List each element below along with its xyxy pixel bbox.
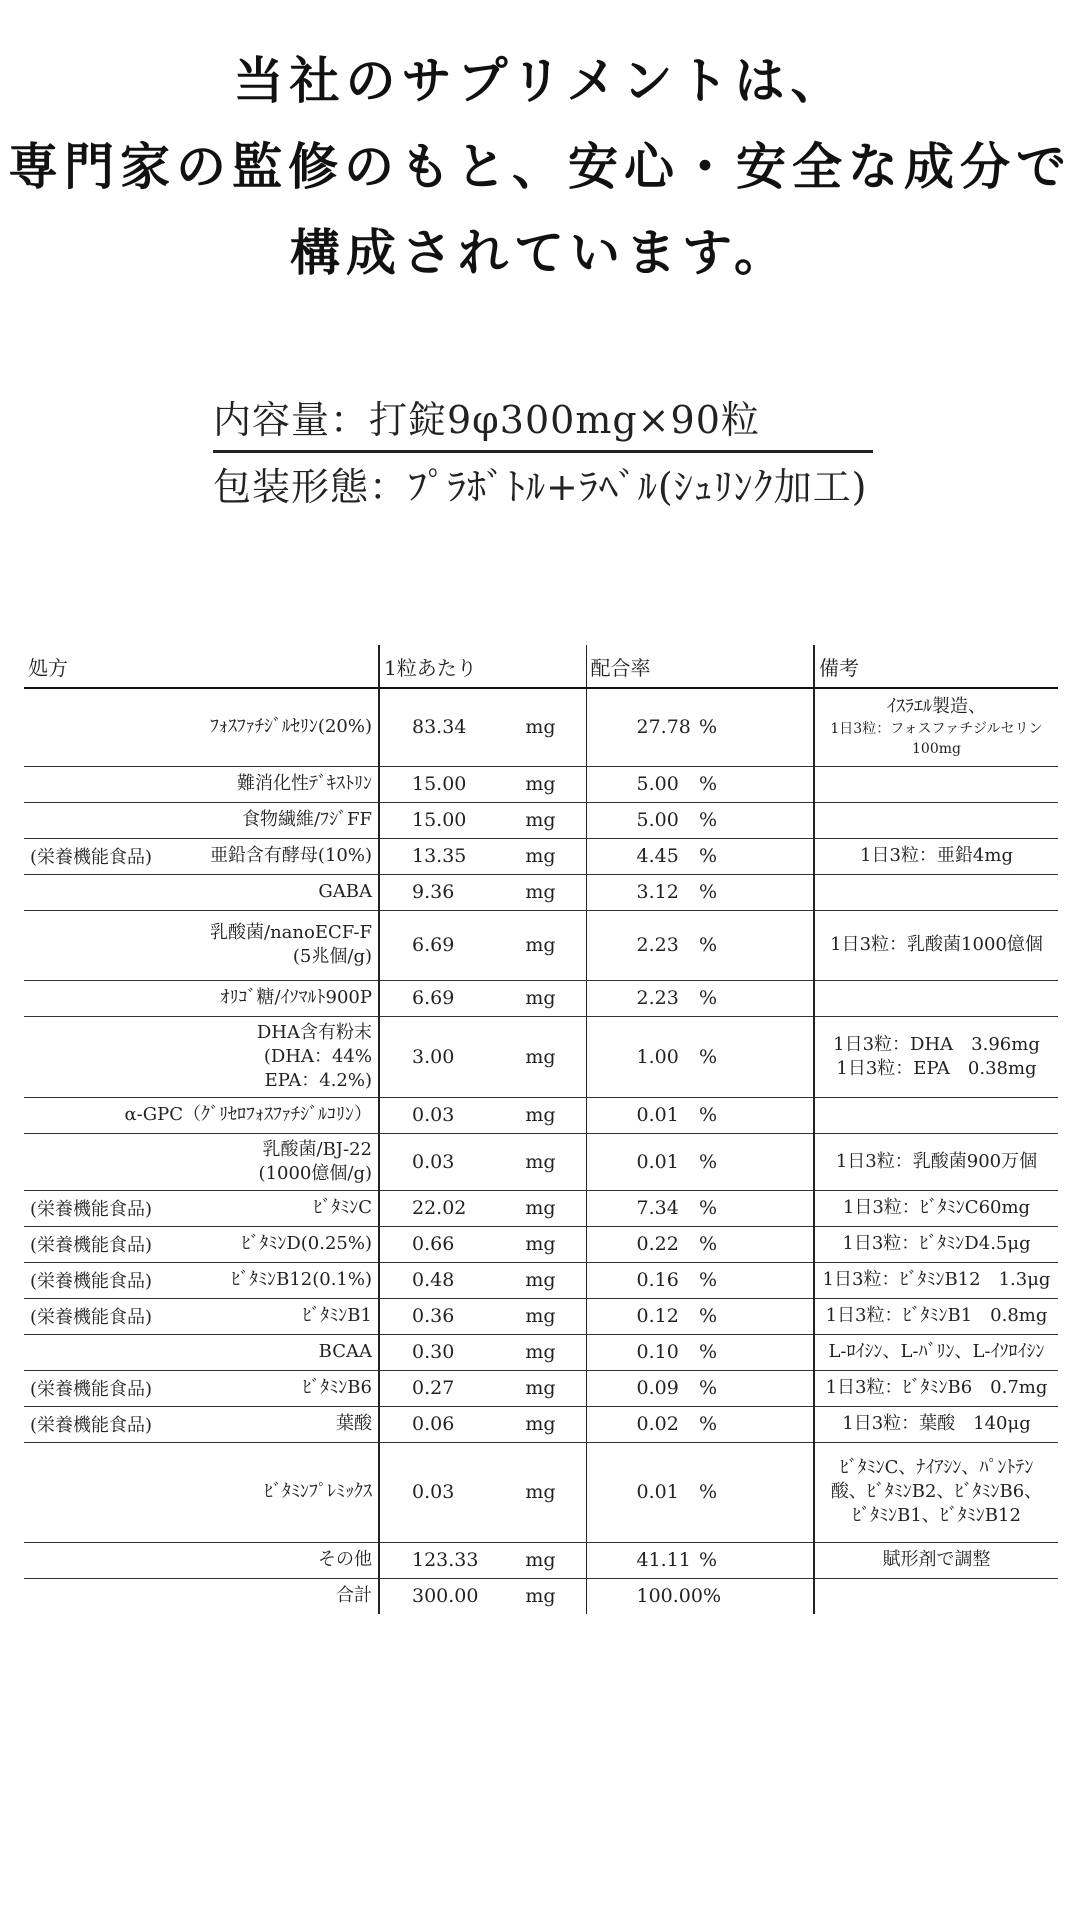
ratio-value: 0.12 xyxy=(636,1305,679,1327)
ingredient-name: ﾋﾞﾀﾐﾝB12(0.1%) xyxy=(231,1269,372,1290)
notes-cell xyxy=(814,1298,1058,1334)
ingredient-name: BCAA xyxy=(318,1341,372,1362)
ratio-value: 0.01 xyxy=(636,1104,679,1126)
table-row xyxy=(24,980,1058,1016)
amount-value: 300.00 xyxy=(412,1585,479,1608)
amount-unit: mg xyxy=(525,716,556,739)
table-row xyxy=(24,1542,1058,1578)
amount-unit: mg xyxy=(525,773,556,795)
notes-cell xyxy=(814,1442,1058,1542)
ratio-unit: % xyxy=(698,773,717,795)
ingredient-name: ﾌｫｽﾌｧﾁｼﾞﾙｾﾘﾝ(20%) xyxy=(209,716,372,738)
ratio-cell xyxy=(586,980,814,1016)
note-text: ﾋﾞﾀﾐﾝC、ﾅｲｱｼﾝ、ﾊﾟﾝﾄﾃﾝ 酸、ﾋﾞﾀﾐﾝB2、ﾋﾞﾀﾐﾝB6、 ﾋﾞﾀﾐﾝB1、ﾋﾞﾀﾐﾝB12 xyxy=(830,1457,1043,1526)
amount-cell xyxy=(379,838,586,874)
ratio-cell xyxy=(586,1406,814,1442)
ratio-unit: % xyxy=(698,1413,717,1435)
ingredient-name: DHA含有粉末 (DHA：44% EPA：4.2%) xyxy=(256,1021,372,1091)
ratio-value: 0.22 xyxy=(636,1233,679,1255)
amount-unit: mg xyxy=(525,1377,556,1399)
ingredient-name: 難消化性ﾃﾞｷｽﾄﾘﾝ xyxy=(237,773,372,794)
ratio-value: 3.12 xyxy=(636,881,679,903)
ratio-cell xyxy=(586,1442,814,1542)
amount-cell xyxy=(379,802,586,838)
amount-unit: mg xyxy=(525,1585,556,1608)
amount-unit: mg xyxy=(525,881,556,903)
amount-unit: mg xyxy=(525,845,556,867)
amount-cell xyxy=(379,1442,586,1542)
amount-value: 123.33 xyxy=(412,1549,479,1571)
ratio-unit: % xyxy=(698,809,717,831)
ingredient-cell xyxy=(24,1406,379,1442)
note-text: 1日3粒：ﾋﾞﾀﾐﾝB6 0.7mg xyxy=(825,1377,1048,1398)
table-row xyxy=(24,688,1058,766)
headline-line-1: 当社のサプリメントは、 xyxy=(233,52,847,110)
amount-cell xyxy=(379,874,586,910)
table-row xyxy=(24,1334,1058,1370)
amount-cell xyxy=(379,1133,586,1190)
amount-value: 0.48 xyxy=(412,1269,455,1291)
ingredient-cell xyxy=(24,1442,379,1542)
note-text: 1日3粒：ﾋﾞﾀﾐﾝD4.5μg xyxy=(842,1233,1031,1254)
amount-cell xyxy=(379,980,586,1016)
amount-cell xyxy=(379,910,586,980)
amount-value: 13.35 xyxy=(412,845,467,867)
note-text: 1日3粒：葉酸 140μg xyxy=(842,1413,1031,1434)
ratio-unit: % xyxy=(698,1233,717,1255)
table-row xyxy=(24,1016,1058,1097)
ingredient-cell xyxy=(24,1190,379,1226)
note-text: L-ﾛｲｼﾝ、L-ﾊﾞﾘﾝ、L-ｲｿﾛｲｼﾝ xyxy=(828,1341,1045,1362)
table-row xyxy=(24,1578,1058,1614)
ratio-unit: % xyxy=(698,1104,717,1126)
ingredient-cell xyxy=(24,1334,379,1370)
ingredient-name: ｵﾘｺﾞ糖/ｲｿﾏﾙﾄ900P xyxy=(220,987,372,1008)
ingredient-name: ﾋﾞﾀﾐﾝB6 xyxy=(302,1377,372,1398)
ratio-unit: % xyxy=(698,1045,717,1068)
notes-cell xyxy=(814,1578,1058,1614)
amount-unit: mg xyxy=(525,1305,556,1327)
ratio-value: 1.00 xyxy=(636,1045,679,1068)
ratio-value: 0.10 xyxy=(636,1341,679,1363)
ratio-unit: % xyxy=(698,1377,717,1399)
table-row xyxy=(24,1370,1058,1406)
amount-value: 6.69 xyxy=(412,934,455,956)
table-row xyxy=(24,1133,1058,1190)
ratio-unit: % xyxy=(698,1197,717,1219)
functional-food-label: (栄養機能食品) xyxy=(30,1379,153,1400)
amount-unit: mg xyxy=(525,987,556,1009)
formula-table xyxy=(24,645,1058,1614)
headline-line-3: 構成されています。 xyxy=(290,224,790,282)
header-formula: 処方 xyxy=(24,645,379,688)
ingredient-name: ﾋﾞﾀﾐﾝC xyxy=(313,1197,372,1218)
amount-cell xyxy=(379,1542,586,1578)
ratio-value: 5.00 xyxy=(636,809,679,831)
notes-cell xyxy=(814,802,1058,838)
ingredient-name: ﾋﾞﾀﾐﾝﾌﾟﾚﾐｯｸｽ xyxy=(264,1481,372,1502)
packaging-form: 包装形態：ﾌﾟﾗﾎﾞﾄﾙ+ﾗﾍﾞﾙ(ｼｭﾘﾝｸ加工) xyxy=(213,465,868,509)
ratio-unit: % xyxy=(698,1481,717,1503)
product-spec xyxy=(213,392,873,515)
ingredient-name: α-GPC（ｸﾞﾘｾﾛﾌｫｽﾌｧﾁｼﾞﾙｺﾘﾝ） xyxy=(124,1104,372,1125)
ratio-cell xyxy=(586,802,814,838)
ratio-unit: % xyxy=(698,881,717,903)
functional-food-label: (栄養機能食品) xyxy=(30,1415,153,1436)
ingredient-cell xyxy=(24,1262,379,1298)
note-text: 1日3粒：ﾋﾞﾀﾐﾝB12 1.3μg xyxy=(822,1269,1051,1290)
amount-unit: mg xyxy=(525,1045,556,1068)
ratio-cell xyxy=(586,838,814,874)
amount-unit: mg xyxy=(525,1413,556,1435)
ratio-value: 0.01 xyxy=(636,1150,679,1173)
ratio-cell xyxy=(586,1578,814,1614)
amount-cell xyxy=(379,1334,586,1370)
functional-food-label: (栄養機能食品) xyxy=(30,1199,153,1220)
notes-cell xyxy=(814,688,1058,766)
ratio-cell xyxy=(586,1262,814,1298)
notes-cell xyxy=(814,874,1058,910)
spec-divider xyxy=(213,450,873,453)
ratio-cell xyxy=(586,1133,814,1190)
ingredient-name: その他 xyxy=(318,1549,372,1570)
table-row xyxy=(24,910,1058,980)
amount-unit: mg xyxy=(525,1197,556,1219)
ingredient-cell xyxy=(24,802,379,838)
table-row xyxy=(24,1262,1058,1298)
amount-value: 83.34 xyxy=(412,716,467,739)
ratio-value: 0.16 xyxy=(636,1269,679,1291)
amount-cell xyxy=(379,1097,586,1133)
notes-cell xyxy=(814,1133,1058,1190)
ratio-value: 5.00 xyxy=(636,773,679,795)
ingredient-cell xyxy=(24,874,379,910)
notes-cell xyxy=(814,980,1058,1016)
amount-unit: mg xyxy=(525,1233,556,1255)
ingredient-cell xyxy=(24,1298,379,1334)
table-row xyxy=(24,1226,1058,1262)
note-subtext: 1日3粒：フォスファチジルセリン 100mg xyxy=(830,721,1043,758)
amount-value: 9.36 xyxy=(412,881,455,903)
notes-cell xyxy=(814,910,1058,980)
table-header-row xyxy=(24,645,1058,688)
amount-value: 0.27 xyxy=(412,1377,455,1399)
ingredient-cell xyxy=(24,766,379,802)
ingredient-name: ﾋﾞﾀﾐﾝB1 xyxy=(302,1305,372,1326)
note-text: 1日3粒：ﾋﾞﾀﾐﾝB1 0.8mg xyxy=(825,1305,1048,1326)
amount-value: 0.03 xyxy=(412,1150,455,1173)
ingredient-cell xyxy=(24,910,379,980)
table-row xyxy=(24,1298,1058,1334)
notes-cell xyxy=(814,1226,1058,1262)
amount-cell xyxy=(379,766,586,802)
ingredient-name: GABA xyxy=(318,881,372,902)
table-row xyxy=(24,838,1058,874)
ingredient-cell xyxy=(24,1226,379,1262)
ratio-cell xyxy=(586,1298,814,1334)
ratio-value: 0.01 xyxy=(636,1481,679,1503)
headline-line-2: 専門家の監修のもと、安心・安全な成分で xyxy=(8,138,1072,196)
amount-unit: mg xyxy=(525,1481,556,1503)
notes-cell xyxy=(814,1097,1058,1133)
ratio-unit: % xyxy=(698,1305,717,1327)
ratio-unit: % xyxy=(698,1269,717,1291)
note-text: 1日3粒：乳酸菌1000億個 xyxy=(830,934,1043,955)
amount-cell xyxy=(379,1226,586,1262)
notes-cell xyxy=(814,1370,1058,1406)
ratio-unit: % xyxy=(698,1341,717,1363)
ratio-cell xyxy=(586,1542,814,1578)
ratio-value: 100.00 xyxy=(636,1585,703,1608)
amount-cell xyxy=(379,1190,586,1226)
functional-food-label: (栄養機能食品) xyxy=(30,1307,153,1328)
amount-cell xyxy=(379,1578,586,1614)
ingredient-name: 葉酸 xyxy=(336,1413,372,1434)
table-row xyxy=(24,1406,1058,1442)
ratio-value: 4.45 xyxy=(636,845,679,867)
ratio-unit: % xyxy=(698,987,717,1009)
amount-unit: mg xyxy=(525,1104,556,1126)
headline xyxy=(0,38,1080,296)
ratio-cell xyxy=(586,1226,814,1262)
table-row xyxy=(24,874,1058,910)
ratio-unit: % xyxy=(698,1549,717,1571)
table-row xyxy=(24,1190,1058,1226)
ingredient-name: 乳酸菌/BJ-22 (1000億個/g) xyxy=(258,1138,372,1184)
amount-cell xyxy=(379,1298,586,1334)
notes-cell xyxy=(814,838,1058,874)
functional-food-label: (栄養機能食品) xyxy=(30,1235,153,1256)
amount-unit: mg xyxy=(525,809,556,831)
ingredient-name: ﾋﾞﾀﾐﾝD(0.25%) xyxy=(241,1233,372,1254)
ratio-unit: % xyxy=(698,934,717,956)
ratio-unit: % xyxy=(698,845,717,867)
header-per-tablet: 1粒あたり xyxy=(379,645,586,688)
ingredient-cell xyxy=(24,688,379,766)
ratio-unit: % xyxy=(702,1585,722,1608)
ratio-value: 2.23 xyxy=(636,934,679,956)
amount-cell xyxy=(379,1016,586,1097)
amount-cell xyxy=(379,1262,586,1298)
amount-cell xyxy=(379,1370,586,1406)
table-row xyxy=(24,1097,1058,1133)
ratio-cell xyxy=(586,1190,814,1226)
ratio-value: 0.02 xyxy=(636,1413,679,1435)
amount-value: 6.69 xyxy=(412,987,455,1009)
ratio-cell xyxy=(586,1334,814,1370)
ratio-unit: % xyxy=(698,1150,717,1173)
table-row xyxy=(24,766,1058,802)
amount-unit: mg xyxy=(525,1150,556,1173)
notes-cell xyxy=(814,1190,1058,1226)
amount-value: 0.36 xyxy=(412,1305,455,1327)
amount-value: 15.00 xyxy=(412,809,467,831)
ratio-value: 2.23 xyxy=(636,987,679,1009)
notes-cell xyxy=(814,1406,1058,1442)
functional-food-label: (栄養機能食品) xyxy=(30,1271,153,1292)
ingredient-cell xyxy=(24,1542,379,1578)
ratio-cell xyxy=(586,874,814,910)
amount-cell xyxy=(379,1406,586,1442)
amount-value: 0.03 xyxy=(412,1104,455,1126)
table-row xyxy=(24,802,1058,838)
amount-unit: mg xyxy=(525,1341,556,1363)
note-text: 1日3粒：乳酸菌900万個 xyxy=(835,1150,1038,1172)
notes-cell xyxy=(814,1016,1058,1097)
ratio-unit: % xyxy=(698,716,717,739)
amount-value: 3.00 xyxy=(412,1045,455,1068)
functional-food-label: (栄養機能食品) xyxy=(30,847,153,868)
ratio-value: 41.11 xyxy=(636,1549,691,1571)
ratio-cell xyxy=(586,688,814,766)
amount-value: 15.00 xyxy=(412,773,467,795)
notes-cell xyxy=(814,1334,1058,1370)
ratio-value: 0.09 xyxy=(636,1377,679,1399)
header-notes: 備考 xyxy=(814,645,1058,688)
content-volume: 内容量：打錠9φ300mg×90粒 xyxy=(213,398,760,442)
ingredient-name: 乳酸菌/nanoECF-F (5兆個/g) xyxy=(210,922,372,967)
ingredient-name: 合計 xyxy=(336,1585,372,1607)
ingredient-cell xyxy=(24,1133,379,1190)
note-text: ｲｽﾗｴﾙ製造、 xyxy=(887,696,986,718)
header-ratio: 配合率 xyxy=(586,645,814,688)
notes-cell xyxy=(814,1542,1058,1578)
ingredient-cell xyxy=(24,1578,379,1614)
ratio-cell xyxy=(586,1370,814,1406)
ratio-cell xyxy=(586,1016,814,1097)
table-row xyxy=(24,1442,1058,1542)
note-text: 賦形剤で調整 xyxy=(882,1549,991,1570)
amount-value: 22.02 xyxy=(412,1197,467,1219)
amount-unit: mg xyxy=(525,1269,556,1291)
ratio-value: 7.34 xyxy=(636,1197,679,1219)
note-text: 1日3粒：ﾋﾞﾀﾐﾝC60mg xyxy=(842,1197,1031,1218)
amount-value: 0.06 xyxy=(412,1413,455,1435)
ingredient-cell xyxy=(24,1097,379,1133)
notes-cell xyxy=(814,766,1058,802)
ratio-value: 27.78 xyxy=(636,716,691,739)
ingredient-cell xyxy=(24,1370,379,1406)
ingredient-cell xyxy=(24,980,379,1016)
note-text: 1日3粒：DHA 3.96mg 1日3粒：EPA 0.38mg xyxy=(833,1033,1040,1079)
amount-unit: mg xyxy=(525,934,556,956)
ratio-cell xyxy=(586,766,814,802)
note-text: 1日3粒：亜鉛4mg xyxy=(860,845,1013,866)
ingredient-name: 食物繊維/ﾌｼﾞFF xyxy=(241,809,372,830)
ratio-cell xyxy=(586,910,814,980)
amount-unit: mg xyxy=(525,1549,556,1571)
ingredient-name: 亜鉛含有酵母(10%) xyxy=(209,845,372,866)
ingredient-cell xyxy=(24,1016,379,1097)
ingredient-cell xyxy=(24,838,379,874)
ratio-cell xyxy=(586,1097,814,1133)
amount-value: 0.03 xyxy=(412,1481,455,1503)
amount-cell xyxy=(379,688,586,766)
notes-cell xyxy=(814,1262,1058,1298)
amount-value: 0.30 xyxy=(412,1341,455,1363)
amount-value: 0.66 xyxy=(412,1233,455,1255)
